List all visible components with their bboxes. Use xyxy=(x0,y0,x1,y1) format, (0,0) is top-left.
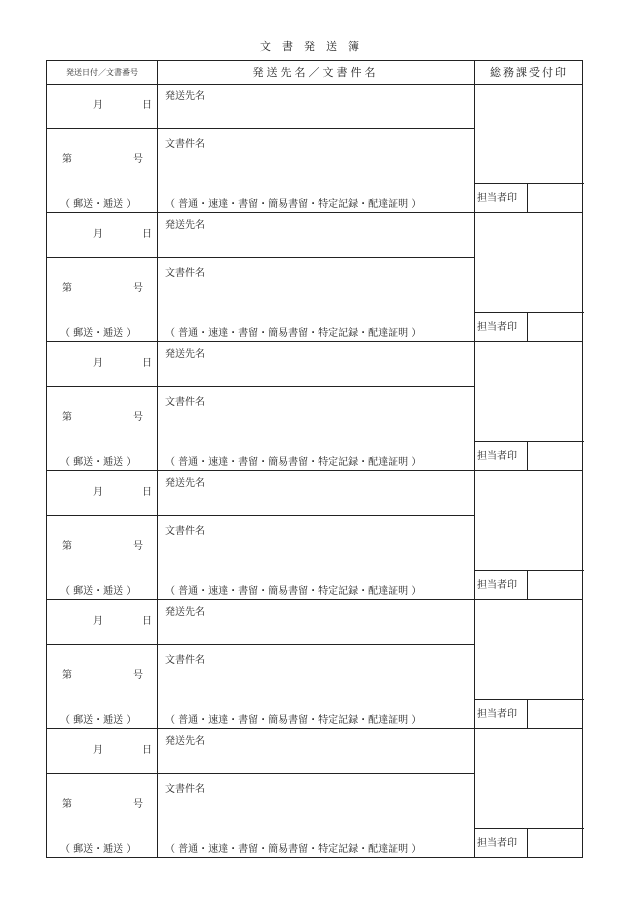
month-label: 月 xyxy=(93,358,103,369)
row-divider xyxy=(47,644,157,645)
staff-seal-box xyxy=(474,828,584,858)
month-label: 月 xyxy=(93,229,103,240)
seal-divider xyxy=(527,313,528,342)
staff-seal-box xyxy=(474,183,584,213)
day-label: 日 xyxy=(142,229,152,240)
page-title: 文書発送簿 xyxy=(260,40,370,53)
send-method-options: （ 郵送・逓送 ） xyxy=(60,328,137,339)
subject-label: 文書件名 xyxy=(165,655,205,666)
staff-seal-box xyxy=(474,699,584,729)
staff-seal-label: 担当者印 xyxy=(477,838,517,849)
destination-label: 発送先名 xyxy=(165,736,205,747)
delivery-type-options: （ 普通・速達・書留・簡易書留・特定記録・配達証明 ） xyxy=(165,715,422,726)
number-suffix-label: 号 xyxy=(133,541,143,552)
ledger-entry xyxy=(47,213,582,342)
row-divider xyxy=(157,257,474,258)
number-suffix-label: 号 xyxy=(133,154,143,165)
send-method-options: （ 郵送・逓送 ） xyxy=(60,586,137,597)
row-divider xyxy=(47,257,157,258)
staff-seal-label: 担当者印 xyxy=(477,709,517,720)
subject-label: 文書件名 xyxy=(165,139,205,150)
row-divider xyxy=(157,515,474,516)
subject-label: 文書件名 xyxy=(165,526,205,537)
number-prefix-label: 第 xyxy=(62,154,72,165)
ledger-entry xyxy=(47,471,582,600)
dispatch-ledger-table xyxy=(46,60,583,858)
column-divider xyxy=(474,61,475,857)
staff-seal-label: 担当者印 xyxy=(477,193,517,204)
subject-label: 文書件名 xyxy=(165,268,205,279)
staff-seal-box xyxy=(474,441,584,471)
day-label: 日 xyxy=(142,745,152,756)
destination-label: 発送先名 xyxy=(165,91,205,102)
day-label: 日 xyxy=(142,358,152,369)
ledger-entry xyxy=(47,342,582,471)
number-prefix-label: 第 xyxy=(62,541,72,552)
month-label: 月 xyxy=(93,487,103,498)
ledger-entry xyxy=(47,729,582,858)
staff-seal-label: 担当者印 xyxy=(477,322,517,333)
row-divider xyxy=(47,386,157,387)
month-label: 月 xyxy=(93,745,103,756)
seal-divider xyxy=(527,700,528,729)
subject-label: 文書件名 xyxy=(165,784,205,795)
destination-label: 発送先名 xyxy=(165,349,205,360)
send-method-options: （ 郵送・逓送 ） xyxy=(60,715,137,726)
destination-label: 発送先名 xyxy=(165,478,205,489)
delivery-type-options: （ 普通・速達・書留・簡易書留・特定記録・配達証明 ） xyxy=(165,457,422,468)
staff-seal-label: 担当者印 xyxy=(477,580,517,591)
delivery-type-options: （ 普通・速達・書留・簡易書留・特定記録・配達証明 ） xyxy=(165,844,422,855)
send-method-options: （ 郵送・逓送 ） xyxy=(60,199,137,210)
number-prefix-label: 第 xyxy=(62,670,72,681)
table-header xyxy=(47,61,582,85)
row-divider xyxy=(157,773,474,774)
row-divider xyxy=(47,773,157,774)
number-suffix-label: 号 xyxy=(133,412,143,423)
row-divider xyxy=(47,128,157,129)
row-divider xyxy=(157,128,474,129)
column-divider xyxy=(157,61,158,857)
staff-seal-box xyxy=(474,570,584,600)
destination-label: 発送先名 xyxy=(165,607,205,618)
number-suffix-label: 号 xyxy=(133,799,143,810)
number-suffix-label: 号 xyxy=(133,283,143,294)
day-label: 日 xyxy=(142,100,152,111)
destination-label: 発送先名 xyxy=(165,220,205,231)
send-method-options: （ 郵送・逓送 ） xyxy=(60,844,137,855)
staff-seal-box xyxy=(474,312,584,342)
seal-divider xyxy=(527,571,528,600)
delivery-type-options: （ 普通・速達・書留・簡易書留・特定記録・配達証明 ） xyxy=(165,586,422,597)
day-label: 日 xyxy=(142,616,152,627)
number-suffix-label: 号 xyxy=(133,670,143,681)
month-label: 月 xyxy=(93,616,103,627)
ledger-entry xyxy=(47,84,582,213)
seal-divider xyxy=(527,829,528,858)
delivery-type-options: （ 普通・速達・書留・簡易書留・特定記録・配達証明 ） xyxy=(165,328,422,339)
row-divider xyxy=(47,515,157,516)
header-date-number: 発送日付／文書番号 xyxy=(66,68,138,77)
day-label: 日 xyxy=(142,487,152,498)
number-prefix-label: 第 xyxy=(62,412,72,423)
number-prefix-label: 第 xyxy=(62,283,72,294)
seal-divider xyxy=(527,442,528,471)
header-destination-subject: 発送先名／文書件名 xyxy=(252,66,379,79)
header-reception-stamp: 総務課受付印 xyxy=(490,66,568,79)
seal-divider xyxy=(527,184,528,213)
send-method-options: （ 郵送・逓送 ） xyxy=(60,457,137,468)
delivery-type-options: （ 普通・速達・書留・簡易書留・特定記録・配達証明 ） xyxy=(165,199,422,210)
subject-label: 文書件名 xyxy=(165,397,205,408)
number-prefix-label: 第 xyxy=(62,799,72,810)
staff-seal-label: 担当者印 xyxy=(477,451,517,462)
ledger-entry xyxy=(47,600,582,729)
month-label: 月 xyxy=(93,100,103,111)
row-divider xyxy=(157,644,474,645)
row-divider xyxy=(157,386,474,387)
